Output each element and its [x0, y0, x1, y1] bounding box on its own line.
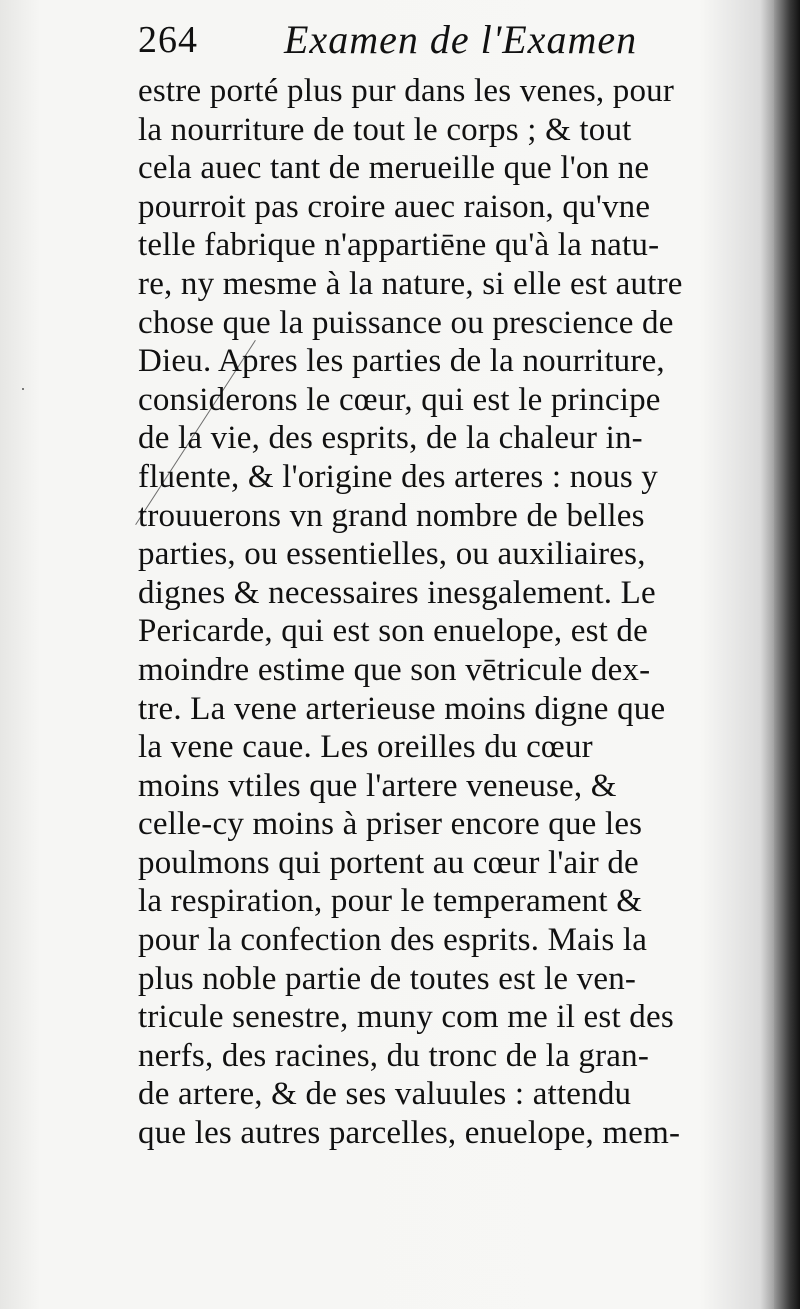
- text-line: Dieu. Apres les parties de la nourriture,: [138, 343, 665, 380]
- text-line: pourroit pas croire auec raison, qu'vne: [138, 188, 651, 225]
- text-line: celle-cy moins à priser encore que les: [138, 806, 643, 843]
- page-header: [138, 14, 728, 70]
- running-title: Examen de l'Examen: [284, 17, 638, 62]
- text-line: telle fabrique n'appartiēne qu'à la natu-: [138, 227, 660, 264]
- text-line: dignes & necessaires inesgalement. Le: [138, 574, 656, 611]
- page-gutter-shadow: [774, 0, 800, 1309]
- text-line: chose que la puissance ou prescience de: [138, 304, 674, 341]
- text-line: la vene caue. Les oreilles du cœur: [138, 729, 593, 766]
- text-line: que les autres parcelles, enuelope, mem-: [138, 1115, 681, 1152]
- text-line: pour la confection des esprits. Mais la: [138, 922, 648, 959]
- text-line: tre. La vene arterieuse moins digne que: [138, 690, 666, 727]
- text-line: moindre estime que son vētricule dex-: [138, 651, 651, 688]
- text-line: la nourriture de tout le corps ; & tout: [138, 111, 632, 148]
- text-line: parties, ou essentielles, ou auxiliaires,: [138, 536, 646, 573]
- text-line: trouuerons vn grand nombre de belles: [138, 497, 645, 534]
- text-line: re, ny mesme à la nature, si elle est autre: [138, 265, 683, 302]
- text-line: la respiration, pour le temperament &: [138, 883, 643, 920]
- text-line: tricule senestre, muny com me il est des: [138, 999, 674, 1036]
- text-line: de la vie, des esprits, de la chaleur in-: [138, 420, 643, 457]
- text-line: considerons le cœur, qui est le principe: [138, 381, 661, 418]
- paper-speck: [22, 388, 24, 390]
- page-number: 264: [138, 19, 198, 61]
- text-line: plus noble partie de toutes est le ven-: [138, 960, 637, 997]
- body-text: [138, 72, 718, 1153]
- text-line: nerfs, des racines, du tronc de la gran-: [138, 1037, 650, 1074]
- text-line: fluente, & l'origine des arteres : nous y: [138, 458, 659, 495]
- text-line: moins vtiles que l'artere veneuse, &: [138, 767, 617, 804]
- text-line: de artere, & de ses valuules : attendu: [138, 1076, 632, 1113]
- text-line: cela auec tant de merueille que l'on ne: [138, 150, 650, 187]
- text-line: estre porté plus pur dans les venes, pour: [138, 73, 675, 109]
- text-line: Pericarde, qui est son enuelope, est de: [138, 613, 648, 650]
- text-line: poulmons qui portent au cœur l'air de: [138, 844, 639, 881]
